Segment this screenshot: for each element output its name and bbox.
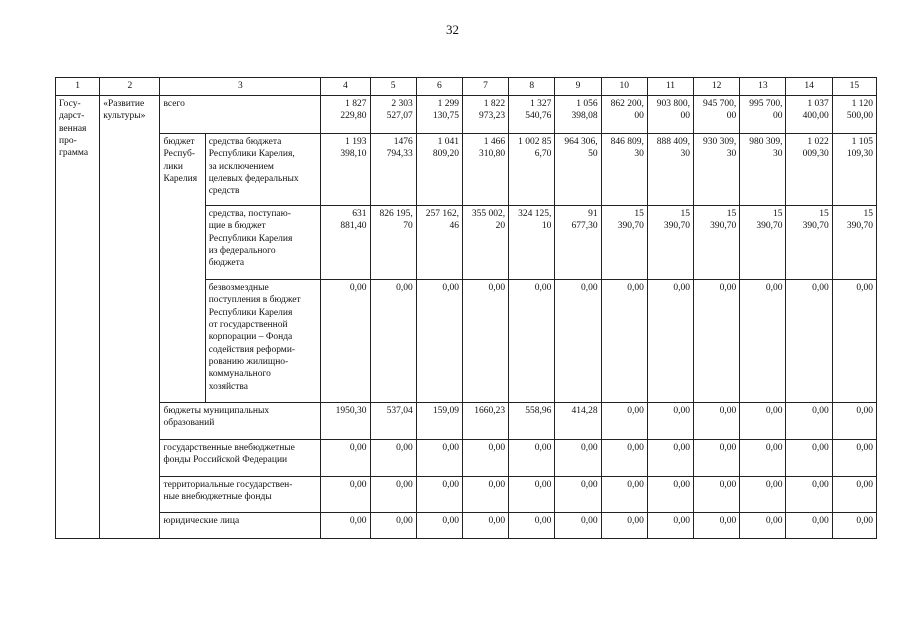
value-cell: 0,00 [740, 280, 786, 403]
value-cell: 0,00 [321, 280, 370, 403]
value-cell: 0,00 [509, 280, 555, 403]
value-cell: 0,00 [647, 403, 693, 440]
value-cell: 0,00 [832, 513, 876, 539]
value-cell: 1660,23 [462, 403, 508, 440]
value-cell: 0,00 [509, 513, 555, 539]
value-cell: 0,00 [694, 513, 740, 539]
value-cell: 0,00 [601, 440, 647, 477]
value-cell: 846 809, 30 [601, 134, 647, 206]
value-cell: 0,00 [694, 403, 740, 440]
header-cell: 14 [786, 78, 832, 96]
row-label: бюджеты муниципальных образований [160, 403, 321, 440]
value-cell: 91 677,30 [555, 206, 601, 280]
value-cell: 903 800, 00 [647, 96, 693, 134]
value-cell: 0,00 [509, 440, 555, 477]
value-cell: 826 195, 70 [370, 206, 416, 280]
header-row [56, 78, 877, 96]
value-cell: 2 303 527,07 [370, 96, 416, 134]
value-cell: 0,00 [555, 513, 601, 539]
row-label: государственные внебюджетные фонды Российской Федерации [160, 440, 321, 477]
value-cell: 0,00 [370, 280, 416, 403]
value-cell: 15 390,70 [647, 206, 693, 280]
value-cell: 15 390,70 [740, 206, 786, 280]
value-cell: 0,00 [601, 280, 647, 403]
value-cell: 0,00 [555, 280, 601, 403]
value-cell: 0,00 [832, 440, 876, 477]
header-cell: 10 [601, 78, 647, 96]
table-row [56, 513, 877, 539]
value-cell: 0,00 [647, 440, 693, 477]
value-cell: 159,09 [416, 403, 462, 440]
value-cell: 0,00 [740, 440, 786, 477]
value-cell: 1950,30 [321, 403, 370, 440]
header-cell: 11 [647, 78, 693, 96]
header-cell: 9 [555, 78, 601, 96]
value-cell: 1 120 500,00 [832, 96, 876, 134]
value-cell: 1 105 109,30 [832, 134, 876, 206]
value-cell: 0,00 [694, 477, 740, 513]
page-number: 32 [446, 22, 459, 37]
value-cell: 0,00 [416, 513, 462, 539]
value-cell: 0,00 [601, 477, 647, 513]
value-cell: 945 700, 00 [694, 96, 740, 134]
value-cell: 15 390,70 [694, 206, 740, 280]
value-cell: 0,00 [694, 280, 740, 403]
table-row [56, 440, 877, 477]
row-label: средства, поступаю- щие в бюджет Республики Карелия из федерального бюджета [205, 206, 321, 280]
value-cell: 1 827 229,80 [321, 96, 370, 134]
budget-group-cell: бюджет Респуб- лики Карелия [160, 134, 205, 403]
value-cell: 930 309, 30 [694, 134, 740, 206]
value-cell: 537,04 [370, 403, 416, 440]
budget-table [55, 77, 877, 539]
value-cell: 0,00 [786, 477, 832, 513]
value-cell: 0,00 [601, 403, 647, 440]
value-cell: 558,96 [509, 403, 555, 440]
header-cell: 8 [509, 78, 555, 96]
row-label: юридические лица [160, 513, 321, 539]
row-label: всего [160, 96, 321, 134]
value-cell: 257 162, 46 [416, 206, 462, 280]
value-cell: 0,00 [740, 513, 786, 539]
value-cell: 0,00 [321, 513, 370, 539]
table-row [56, 477, 877, 513]
value-cell: 0,00 [832, 477, 876, 513]
value-cell: 414,28 [555, 403, 601, 440]
value-cell: 0,00 [786, 280, 832, 403]
header-cell: 2 [100, 78, 160, 96]
table-row [56, 96, 877, 134]
value-cell: 888 409, 30 [647, 134, 693, 206]
value-cell: 0,00 [647, 280, 693, 403]
value-cell: 0,00 [321, 440, 370, 477]
value-cell: 15 390,70 [786, 206, 832, 280]
header-cell: 5 [370, 78, 416, 96]
value-cell: 980 309, 30 [740, 134, 786, 206]
value-cell: 0,00 [601, 513, 647, 539]
value-cell: 0,00 [462, 477, 508, 513]
value-cell: 0,00 [740, 477, 786, 513]
value-cell: 0,00 [694, 440, 740, 477]
header-cell: 7 [462, 78, 508, 96]
header-cell: 6 [416, 78, 462, 96]
value-cell: 1 056 398,08 [555, 96, 601, 134]
value-cell: 1 022 009,30 [786, 134, 832, 206]
value-cell: 1 466 310,80 [462, 134, 508, 206]
value-cell: 0,00 [321, 477, 370, 513]
value-cell: 0,00 [370, 440, 416, 477]
value-cell: 862 200, 00 [601, 96, 647, 134]
value-cell: 0,00 [416, 477, 462, 513]
value-cell: 0,00 [647, 513, 693, 539]
value-cell: 0,00 [462, 513, 508, 539]
value-cell: 0,00 [832, 280, 876, 403]
value-cell: 964 306, 50 [555, 134, 601, 206]
value-cell: 0,00 [647, 477, 693, 513]
value-cell: 1 041 809,20 [416, 134, 462, 206]
value-cell: 0,00 [832, 403, 876, 440]
value-cell: 1 327 540,76 [509, 96, 555, 134]
value-cell: 355 002, 20 [462, 206, 508, 280]
value-cell: 1 037 400,00 [786, 96, 832, 134]
value-cell: 0,00 [370, 477, 416, 513]
value-cell: 0,00 [462, 280, 508, 403]
value-cell: 0,00 [462, 440, 508, 477]
value-cell: 1 193 398,10 [321, 134, 370, 206]
header-cell: 13 [740, 78, 786, 96]
table-row [56, 134, 877, 206]
row-label: безвозмездные поступления в бюджет Республики Карелия от государственной корпорации – Фонда содействия реформи- рованию жилищно- коммунального хозяйства [205, 280, 321, 403]
value-cell: 0,00 [786, 513, 832, 539]
value-cell: 0,00 [555, 477, 601, 513]
program-type-cell: Госу- дарст- венная про- грамма [56, 96, 100, 539]
value-cell: 0,00 [416, 440, 462, 477]
header-cell: 4 [321, 78, 370, 96]
value-cell: 0,00 [786, 440, 832, 477]
value-cell: 1 002 85 6,70 [509, 134, 555, 206]
header-cell: 12 [694, 78, 740, 96]
value-cell: 1 299 130,75 [416, 96, 462, 134]
value-cell: 0,00 [509, 477, 555, 513]
row-label: территориальные государствен- ные внебюджетные фонды [160, 477, 321, 513]
row-label: средства бюджета Республики Карелия, за исключением целевых федеральных средств [205, 134, 321, 206]
header-cell: 15 [832, 78, 876, 96]
value-cell: 15 390,70 [601, 206, 647, 280]
header-cell: 1 [56, 78, 100, 96]
program-name-cell: «Развитие культуры» [100, 96, 160, 539]
value-cell: 0,00 [555, 440, 601, 477]
value-cell: 0,00 [416, 280, 462, 403]
value-cell: 0,00 [786, 403, 832, 440]
value-cell: 631 881,40 [321, 206, 370, 280]
value-cell: 1 822 973,23 [462, 96, 508, 134]
value-cell: 0,00 [740, 403, 786, 440]
value-cell: 0,00 [370, 513, 416, 539]
value-cell: 15 390,70 [832, 206, 876, 280]
header-cell: 3 [160, 78, 321, 96]
value-cell: 995 700, 00 [740, 96, 786, 134]
value-cell: 1476 794,33 [370, 134, 416, 206]
value-cell: 324 125, 10 [509, 206, 555, 280]
table-row [56, 403, 877, 440]
